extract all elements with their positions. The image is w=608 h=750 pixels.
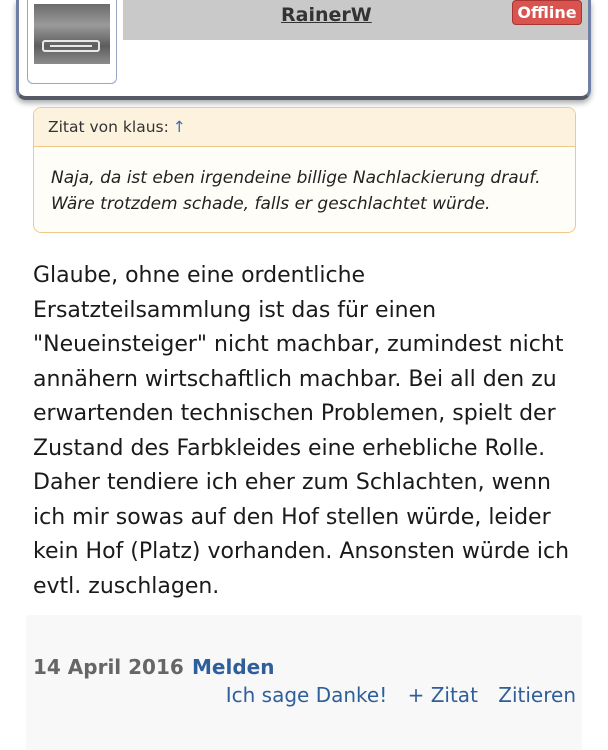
car-brand-logo-icon	[42, 40, 100, 52]
avatar[interactable]	[27, 0, 117, 84]
post-line: annähern wirtschaftlich machbar. Bei all den zu	[33, 366, 557, 392]
post-actions	[226, 683, 576, 707]
post-date: 14 April 2016	[33, 655, 184, 679]
quote-box	[33, 107, 576, 233]
post-line: evtl. zuschlagen.	[33, 573, 220, 599]
quote-line: Wäre trotzdem schade, falls er geschlachtet würde.	[51, 194, 491, 214]
post-line: ich mir sowas auf den Hof stellen würde, leider	[33, 504, 551, 530]
status-badge: Offline	[512, 0, 582, 25]
thanks-link[interactable]: Ich sage Danke!	[225, 683, 388, 707]
post-line: Daher tendiere ich eher zum Schlachten, wenn	[33, 470, 551, 495]
post-line: Ersatzteilsammlung ist das für einen	[33, 297, 437, 323]
post-line: Glaube, ohne eine ordentliche	[33, 263, 366, 288]
post-body	[33, 259, 583, 604]
avatar-image	[34, 4, 110, 64]
quote-line: Naja, da ist eben irgendeine billige Nachlackierung drauf.	[51, 168, 541, 188]
report-link[interactable]: Melden	[192, 655, 275, 679]
username-bar	[123, 0, 588, 40]
post-line: Zustand des Farbkleides eine erhebliche Rolle.	[33, 435, 546, 461]
quote-source-arrow-icon[interactable]: ↑	[172, 118, 186, 136]
post-line: erwartenden technischen Problemen, spielt der	[33, 401, 556, 426]
plus-quote-link[interactable]: + Zitat	[407, 683, 478, 707]
quote-text	[34, 147, 575, 217]
quote-header	[34, 108, 575, 147]
post-line: "Neueinsteiger" nicht machbar, zumindest nicht	[33, 332, 564, 357]
user-card	[16, 0, 591, 100]
quote-link[interactable]: Zitieren	[498, 683, 576, 707]
post-line: kein Hof (Platz) vorhanden. Ansonsten würde ich	[33, 539, 570, 564]
username-link[interactable]: RainerW	[281, 4, 372, 26]
quote-author: Zitat von klaus:	[48, 118, 169, 136]
